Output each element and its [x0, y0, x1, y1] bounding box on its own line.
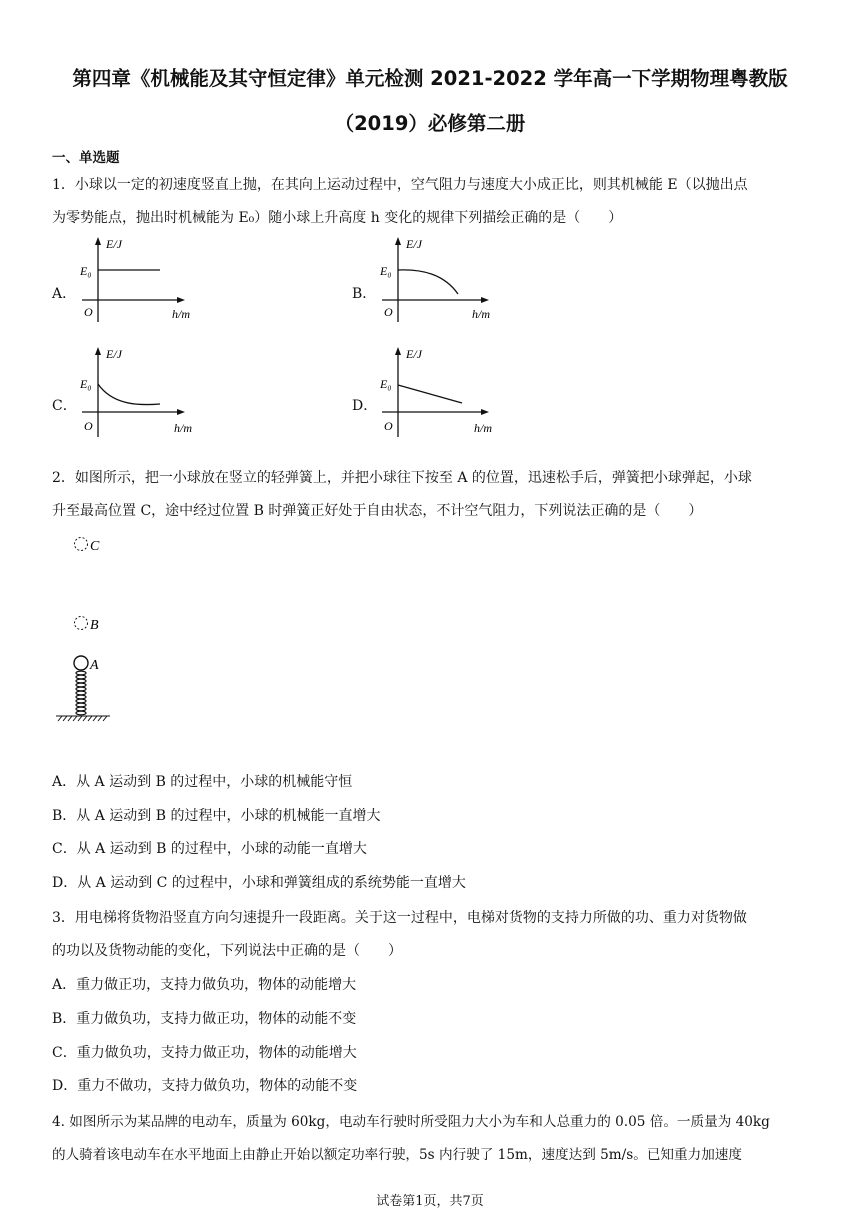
x-axis-label: h/m — [174, 421, 192, 435]
e0-label: E₀ — [80, 264, 92, 278]
label-b: B — [90, 618, 99, 633]
q1-option-b-label: B． — [352, 286, 377, 302]
q2-option-d: D．从 A 运动到 C 的过程中，小球和弹簧组成的系统势能一直增大 — [52, 875, 466, 891]
q4-stem-line1: 4. 如图所示为某品牌的电动车，质量为 60kg，电动车行驶时所受阻力大小为车和人总重力的 0.05 倍。一质量为 40kg — [52, 1114, 770, 1130]
y-axis-label: E/J — [406, 347, 422, 361]
q3-option-b: B．重力做负功，支持力做正功，物体的动能不变 — [52, 1011, 357, 1027]
x-axis-label: h/m — [472, 307, 490, 321]
ball-position-c — [75, 538, 88, 551]
origin-label: O — [84, 305, 93, 319]
page-title-line2: （2019）必修第二册 — [334, 112, 526, 135]
e0-label: E₀ — [380, 377, 392, 391]
q2-option-b: B．从 A 运动到 B 的过程中，小球的机械能一直增大 — [52, 808, 381, 824]
e0-label: E₀ — [380, 264, 392, 278]
q1-graph-a — [72, 234, 212, 324]
q1-option-a-label: A． — [52, 286, 77, 302]
energy-curve — [98, 384, 160, 405]
q4-stem-line2: 的人骑着该电动车在水平地面上由静止开始以额定功率行驶，5s 内行驶了 15m，速度达到 5m/s。已知重力加速度 — [52, 1147, 742, 1163]
ball-position-b — [75, 617, 88, 630]
y-axis-label: E/J — [106, 347, 122, 361]
ground — [56, 716, 110, 721]
q3-option-d: D．重力不做功，支持力做负功，物体的动能不变 — [52, 1078, 358, 1094]
q3-stem-line2: 的功以及货物动能的变化，下列说法中正确的是（ ） — [52, 943, 402, 959]
q1-graph-b — [372, 234, 512, 324]
q1-option-c-label: C． — [52, 398, 77, 414]
x-axis-label: h/m — [474, 421, 492, 435]
q1-graph-c — [72, 344, 212, 439]
q2-option-a: A．从 A 运动到 B 的过程中，小球的机械能守恒 — [52, 774, 353, 790]
y-axis-label: E/J — [406, 237, 422, 251]
spring — [76, 671, 86, 715]
label-a: A — [90, 658, 99, 673]
origin-label: O — [384, 419, 393, 433]
energy-curve — [398, 385, 462, 403]
q3-option-c: C．重力做负功，支持力做正功，物体的动能增大 — [52, 1045, 357, 1061]
q2-stem-line1: 2．如图所示，把一小球放在竖立的轻弹簧上，并把小球往下按至 A 的位置，迅速松手后，弹簧把小球弹起，小球 — [52, 470, 752, 486]
q3-stem-line1: 3．用电梯将货物沿竖直方向匀速提升一段距离。关于这一过程中，电梯对货物的支持力所做的功、重力对货物做 — [52, 910, 747, 926]
q1-option-d-label: D． — [352, 398, 378, 414]
q2-spring-figure — [52, 530, 142, 725]
page-title-line1: 第四章《机械能及其守恒定律》单元检测 2021-2022 学年高一下学期物理粤教版 — [72, 67, 788, 90]
y-axis-label: E/J — [106, 237, 122, 251]
q1-graph-d — [372, 344, 512, 439]
page-footer: 试卷第1页，共7页 — [376, 1194, 484, 1209]
energy-curve — [398, 270, 458, 294]
e0-label: E₀ — [80, 377, 92, 391]
q3-option-a: A．重力做正功，支持力做负功，物体的动能增大 — [52, 977, 357, 993]
x-axis-label: h/m — [172, 307, 190, 321]
section-heading: 一、单选题 — [52, 150, 120, 166]
origin-label: O — [384, 305, 393, 319]
label-c: C — [90, 539, 100, 554]
ball-position-a — [74, 656, 88, 670]
origin-label: O — [84, 419, 93, 433]
q2-option-c: C．从 A 运动到 B 的过程中，小球的动能一直增大 — [52, 841, 367, 857]
q1-stem-line1: 1．小球以一定的初速度竖直上抛，在其向上运动过程中，空气阻力与速度大小成正比，则其机械能 E（以抛出点 — [52, 177, 748, 193]
q1-stem-line2: 为零势能点，抛出时机械能为 E₀）随小球上升高度 h 变化的规律下列描绘正确的是（ ） — [52, 210, 623, 226]
q2-stem-line2: 升至最高位置 C，途中经过位置 B 时弹簧正好处于自由状态，不计空气阻力，下列说法正确的是（ ） — [52, 503, 703, 519]
